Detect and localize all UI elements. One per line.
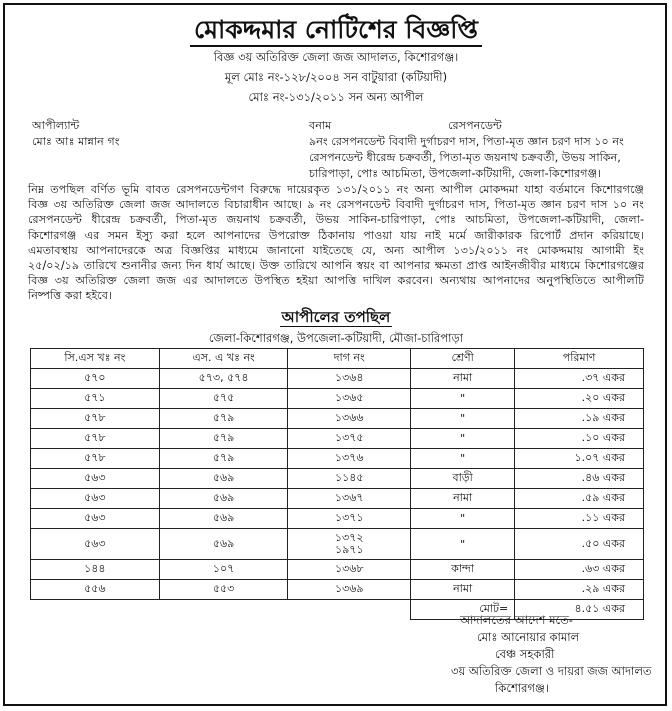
body-line: বিজ্ঞ ৩য় অতিরিক্ত জেলা জজ এর আদালতে উপস্থিত হইয়া আপত্তি দাখিল করবেন। অন্যথায় আপনাদের অনুপস্থিতিতে আপীলটি (28, 274, 644, 288)
table-header-row (31, 349, 644, 369)
respondent-line: চারিপাড়া, পোঃ আচমিতা, উপজেলা-কটিয়াদী, জেলা-কিশোরগঞ্জ। (309, 167, 602, 180)
table-row (31, 369, 644, 389)
signature-line: ৩য় অতিরিক্ত জেলা ও দায়রা জজ আদালত (451, 664, 652, 678)
table-cell: ১৩৭৬ (288, 449, 411, 469)
signature-line: বেঞ্চ সহকারী (495, 647, 555, 661)
table-row (31, 429, 644, 449)
table-cell: ৫৭৯ (159, 449, 288, 469)
table-cell: ১৩৭৫ (288, 429, 411, 449)
notice-body (28, 182, 644, 304)
table-cell: ৫৭৯ (159, 429, 288, 449)
case-line-original: মূল মোঃ নং-১২৮/২০০৪ সন বাটুয়ারা (কটিয়াদী) (224, 70, 448, 84)
table-row (31, 529, 644, 560)
case-line-appeal: মোঃ নং-১৩১/২০১১ সন অন্য আপীল (248, 90, 424, 104)
col-header: সি.এস খঃ নং (31, 349, 160, 369)
appellant-name: মোঃ আঃ মান্নান গং (32, 135, 120, 148)
table-cell: .১১ একর (515, 509, 644, 529)
table-cell: ১৩৬৯ (288, 580, 411, 600)
table-cell: .২৯ একর (515, 580, 644, 600)
table-cell: ৫৬৩ (31, 469, 160, 489)
table-cell: কান্দা (411, 560, 515, 580)
table-cell: ১৩৬৬ (288, 409, 411, 429)
respondent-line: ৯নং রেসপনডেন্ট বিবাদী দুর্গাচরণ দাস, পিতা-মৃত জ্ঞান চরণ দাস ১০ নং (309, 135, 624, 148)
spacer-cell (31, 600, 411, 620)
body-line: নিষ্পত্তি করা হইবে। (28, 289, 113, 303)
versus-label: বনাম (309, 119, 332, 132)
table-cell: .৩৭ একর (515, 369, 644, 389)
table-cell: নামা (411, 369, 515, 389)
table-cell: ১০৭ (159, 560, 288, 580)
table-row (31, 449, 644, 469)
table-cell: .৫০ একর (515, 529, 644, 560)
notice-title: মোকদ্দমার নোটিশের বিজ্ঞপ্তি (0, 14, 672, 46)
table-cell: ৫৭১ (31, 389, 160, 409)
signature-line: কিশোরগঞ্জ। (495, 681, 549, 695)
body-line: ২৫/০২/১৯ তারিখে শুনানীর জন্য দিন ধার্য আছে। উক্ত তারিখে আপনি স্বয়ং বা আপনার ক্ষমতা প্রাপ্ত আইনজীবীর মাধ্যমে কিশোরগঞ্জের (28, 259, 645, 273)
table-cell: ৫৫৩ (159, 580, 288, 600)
respondent-line: রেসপনডেন্ট ধীরেন্দ্র চক্রবর্তী, পিতা-মৃত জয়নাথ চক্রবর্তী, উভয় সাকিন, (309, 151, 621, 164)
col-header: শ্রেণী (411, 349, 515, 369)
table-cell: " (411, 509, 515, 529)
table-cell: ৫৭৫ (159, 389, 288, 409)
table-cell: ১৪৪ (31, 560, 160, 580)
table-cell: ১৩৬৮ (288, 560, 411, 580)
schedule-location: জেলা-কিশোরগঞ্জ, উপজেলা-কটিয়াদী, মৌজা-চারিপাড়া (208, 331, 464, 345)
table-cell: .৫৯ একর (515, 489, 644, 509)
table-cell: নামা (411, 489, 515, 509)
table-row (31, 560, 644, 580)
table-cell: " (411, 389, 515, 409)
table-row (31, 489, 644, 509)
table-cell: ১৩৭২ ১৯৭১ (288, 529, 411, 560)
table-cell: ৫৬৯ (159, 469, 288, 489)
table-cell: বাড়ী (411, 469, 515, 489)
table-cell: ৫৬৯ (159, 529, 288, 560)
table-cell: ৫৬৩ (31, 529, 160, 560)
table-cell: ৫৭০ (31, 369, 160, 389)
signature-line: আদালতের আদেশ মতে- (460, 613, 573, 627)
total-label: মোট= (411, 600, 515, 620)
table-cell: .১০ একর (515, 429, 644, 449)
body-line: নিম্ন তপছিল বর্ণিত ভূমি বাবত রেসপনডেন্টগণ বিরুদ্ধে দায়েরকৃত ১৩১/২০১১ নং অন্য আপীল মোকদ্দমা যাহা বর্তমানে কিশোরগঞ্জে (28, 183, 644, 196)
table-cell: ৫৭৮ (31, 429, 160, 449)
body-line: বিজ্ঞ ৩য় অতিরিক্ত জেলা জজ আদালতে বিচারাধীন আছে। ৯ নং রেসপনডেন্ট বিবাদী দুর্গাচরণ দাস, পিতা-মৃত জ্ঞান চরণ দাস ১০ নং (28, 198, 644, 212)
table-cell: .৪৬ একর (515, 469, 644, 489)
table-cell: ১৩৬৭ (288, 489, 411, 509)
table-cell: ৫৬৯ (159, 509, 288, 529)
table-cell: ১.০৭ একর (515, 449, 644, 469)
table-cell: ১৩৭১ (288, 509, 411, 529)
court-line: বিজ্ঞ ৩য় অতিরিক্ত জেলা জজ আদালত, কিশোরগঞ্জ। (213, 50, 459, 64)
table-cell: " (411, 449, 515, 469)
table-cell: ১৩৬৫ (288, 389, 411, 409)
signature-line: মোঃ আনোয়ার কামাল (477, 630, 580, 644)
schedule-title: আপীলের তপছিল (281, 308, 391, 326)
table-cell: ১৩৬৪ (288, 369, 411, 389)
table-cell: নামা (411, 580, 515, 600)
table-cell: ১১৪৫ (288, 469, 411, 489)
table-cell: ৫৬৩ (31, 489, 160, 509)
table-cell: ৫৭৮ (31, 409, 160, 429)
table-cell: .১৯ একর (515, 409, 644, 429)
respondent-heading: রেসপনডেন্ট (448, 119, 502, 132)
table-cell: ৫৬৩ (31, 509, 160, 529)
table-cell: ৫৭৩, ৫৭৪ (159, 369, 288, 389)
table-cell: ৫৭৯ (159, 409, 288, 429)
table-cell: ৫৭৮ (31, 449, 160, 469)
table-row (31, 509, 644, 529)
table-row (31, 469, 644, 489)
table-cell: ৫৫৬ (31, 580, 160, 600)
table-cell: .৬৩ একর (515, 560, 644, 580)
appellant-heading: আপীল্যান্ট (32, 119, 80, 132)
table-cell: ৫৬৯ (159, 489, 288, 509)
table-row (31, 389, 644, 409)
table-cell: " (411, 529, 515, 560)
table-cell: " (411, 409, 515, 429)
body-line: এমতাবস্থায় আপনাদেরকে অত্র বিজ্ঞপ্তির মাধ্যমে জানানো যাইতেছে যে, অন্য আপীল ১৩১/২০১১ নং মোকদ্দমায় আগামী ইং (28, 243, 644, 257)
body-line: কিশোরগঞ্জ এর সমন ইস্যু করা হলে আপনাদের উপরোক্ত ঠিকানায় পাওয়া যায় নাই মর্মে জারীকারক রিপোর্ট প্রদান করিয়াছে। (28, 228, 644, 242)
col-header: এস. এ খঃ নং (159, 349, 288, 369)
table-cell: .২০ একর (515, 389, 644, 409)
table-cell: " (411, 429, 515, 449)
table-row (31, 580, 644, 600)
body-line: রেসপনডেন্ট ধীরেন্দ্র চক্রবর্তী, পিতা-মৃত জয়নাথ চক্রবর্তী, উভয় সাকিন-চারিপাড়া, পোঃ আচমিতা, উপজেলা-কটিয়াদী, জেলা- (28, 213, 644, 227)
col-header: দাগ নং (288, 349, 411, 369)
table-row (31, 409, 644, 429)
col-header: পরিমাণ (515, 349, 644, 369)
land-schedule-table (30, 348, 644, 620)
total-value: ৪.৫১ একর (515, 600, 644, 620)
